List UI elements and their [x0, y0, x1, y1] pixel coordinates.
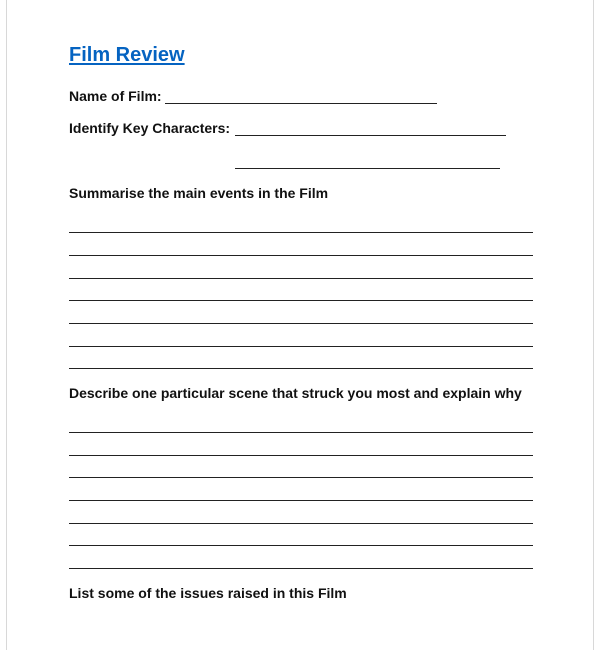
answer-line[interactable]: [69, 568, 533, 569]
name-of-film-label: Name of Film:: [69, 88, 162, 104]
key-characters-field-2[interactable]: [235, 168, 500, 169]
issues-prompt: List some of the issues raised in this Film: [69, 585, 347, 601]
key-characters-label: Identify Key Characters:: [69, 120, 231, 136]
key-characters-field-1[interactable]: [235, 135, 506, 136]
form-title: Film Review: [69, 44, 185, 66]
answer-line[interactable]: [69, 368, 533, 369]
answer-line[interactable]: [69, 500, 533, 501]
answer-line[interactable]: [69, 323, 533, 324]
answer-line[interactable]: [69, 545, 533, 546]
answer-line[interactable]: [69, 455, 533, 456]
answer-line[interactable]: [69, 232, 533, 233]
answer-line[interactable]: [69, 278, 533, 279]
answer-line[interactable]: [69, 300, 533, 301]
document-page: [6, 0, 594, 650]
answer-line[interactable]: [69, 255, 533, 256]
summary-prompt: Summarise the main events in the Film: [69, 185, 329, 201]
answer-line[interactable]: [69, 432, 533, 433]
answer-line[interactable]: [69, 346, 533, 347]
scene-prompt: Describe one particular scene that struck you most and explain why: [69, 385, 522, 401]
answer-line[interactable]: [69, 523, 533, 524]
answer-line[interactable]: [69, 477, 533, 478]
name-of-film-field[interactable]: [165, 103, 437, 104]
